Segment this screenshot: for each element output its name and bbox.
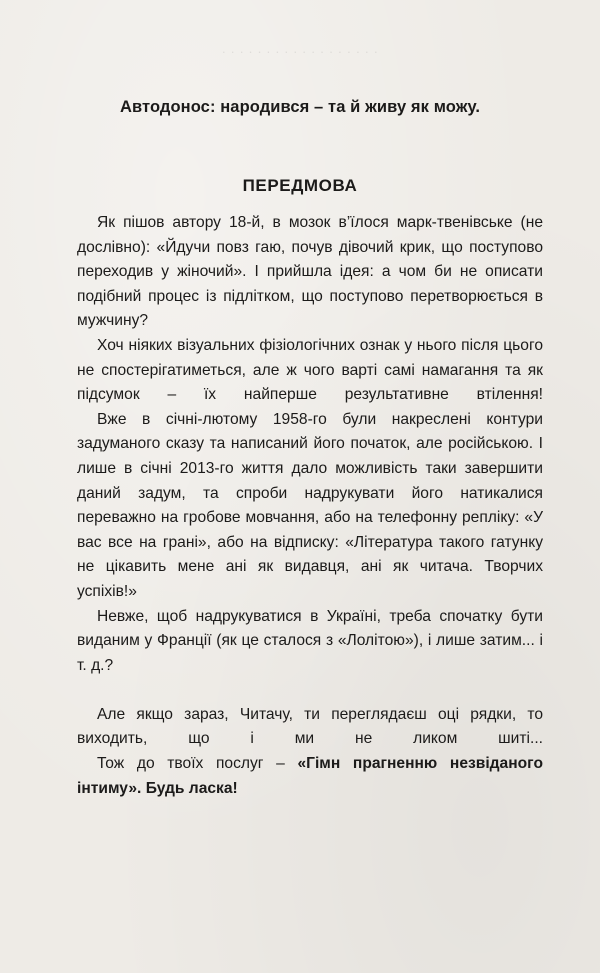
bleed-through-text: · · · · · · · · · · · · · · · · · · <box>221 44 379 59</box>
paragraph-3: Вже в січні-лютому 1958-го були накреслені контури задуманого сказу та написаний його початок, але російською. І лише в січні 2013-го життя дало можливість таки завершити даний задум, та спроби надрукувати його натикалися переважно на гробове мовчання, або на телефонну репліку: «У вас все на грані», або на відписку: «Література такого гатунку не цікавить мене ані як видавця, ані як читача. Творчих успіхів!» <box>77 410 543 600</box>
paragraph-6-lead: Тож до твоїх послуг – <box>97 755 298 773</box>
paragraph-5: Але якщо зараз, Читачу, ти переглядаєш оці рядки, то виходить, що і ми не ликом шиті... <box>77 705 543 748</box>
paragraph-4: Невже, щоб надрукуватися в Україні, треба спочатку бути виданим у Франції (як це сталося з «Лолітою»), і лише затим... і т. д.? <box>77 607 543 674</box>
body-text <box>77 211 543 801</box>
section-heading: ПЕРЕДМОВА <box>242 176 358 195</box>
book-title-invitation: «Гімн прагненню незвіданого інтиму». Будь ласка! <box>77 755 543 797</box>
paragraph-1: Як пішов автору 18-й, в мозок в’їлося марк-твенівське (не дослівно): «Йдучи повз гаю, почув дівочий крик, що поступово переходив у жіночий». І прийшла ідея: а чом би не описати подібний процес із підлітком, що поступово перетворюється в мужчину? <box>77 214 543 330</box>
paragraph-6 <box>77 752 543 801</box>
epigraph: Автодонос: народився – та й живу як можу. <box>119 98 481 116</box>
paragraph-2: Хоч ніяких візуальних фізіологічних ознак у нього після цього не спостерігатиметься, але ж чого варті самі намагання та як підсумок – їх найперше результативне втілення! <box>77 336 543 404</box>
